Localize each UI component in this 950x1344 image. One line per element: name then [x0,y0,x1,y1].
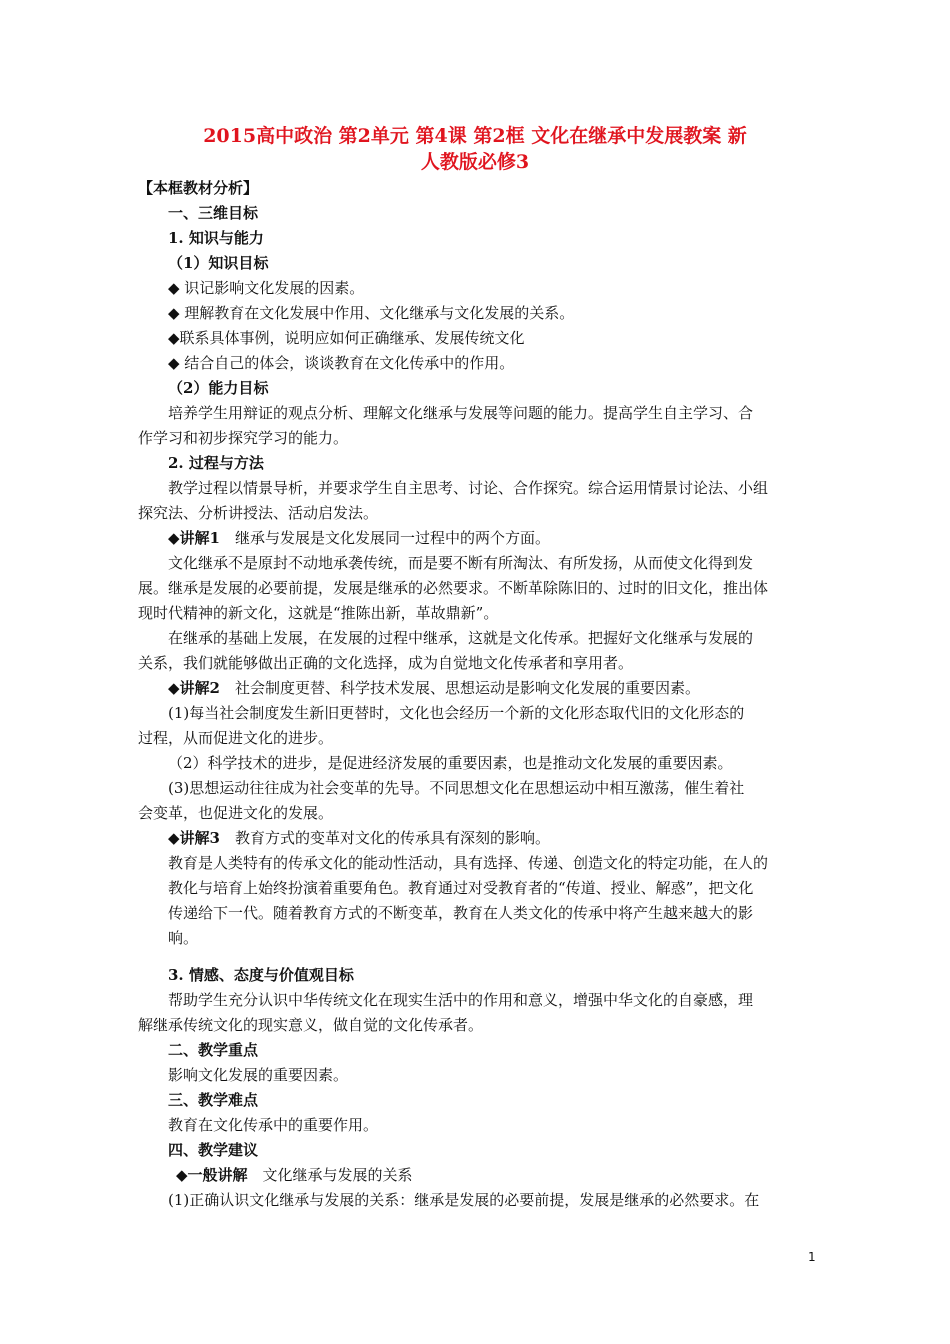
body-text-line: 文化继承不是原封不动地承袭传统，而是要不断有所淘汰、有所发扬，从而使文化得到发 [168,554,754,572]
body-text-line: ◆ 理解教育在文化发展中作用、文化继承与文化发展的关系。 [168,304,575,322]
body-text-line: 现时代精神的新文化，这就是“推陈出新，革故鼎新”。 [138,604,499,622]
body-text-line [138,526,848,551]
body-text-line: (1)每当社会制度发生新旧更替时，文化也会经历一个新的文化形态取代旧的文化形态的 [168,704,745,722]
body-text-line [138,1163,856,1188]
lecture-label: ◆讲解1 [168,529,220,547]
lecture-label: ◆讲解2 [168,679,220,697]
body-text-line: 教化与培育上始终扮演着重要角色。教育通过对受教育者的“传道、授业、解惑”，把文化 [168,879,754,897]
lecture-text: 教育方式的变革对文化的传承具有深刻的影响。 [219,829,550,847]
body-text-line: 教育在文化传承中的重要作用。 [168,1116,379,1134]
body-text-line: 传递给下一代。随着教育方式的不断变革，教育在人类文化的传承中将产生越来越大的影 [168,904,754,922]
lecture-text: 继承与发展是文化发展同一过程中的两个方面。 [219,529,550,547]
body-text-line: 展。继承是发展的必要前提，发展是继承的必然要求。不断革除陈旧的、过时的旧文化，推出体 [138,579,769,597]
body-text-line: 教学过程以情景导析，并要求学生自主思考、讨论、合作探究。综合运用情景讨论法、小组 [168,479,769,497]
body-text-line: 解继承传统文化的现实意义，做自觉的文化传承者。 [138,1016,484,1034]
page-number: 1 [808,1250,816,1264]
section-heading: 三、教学难点 [168,1091,259,1109]
section-heading: 3. 情感、态度与价值观目标 [168,966,354,984]
body-text-line: (3)思想运动往往成为社会变革的先导。不同思想文化在思想运动中相互激荡，催生着社 [168,779,745,797]
body-text-line: ◆ 结合自己的体会，谈谈教育在文化传承中的作用。 [168,354,515,372]
lecture-label: ◆讲解3 [168,829,220,847]
body-text-line: 会变革，也促进文化的发展。 [138,804,334,822]
body-text-line: 影响文化发展的重要因素。 [168,1066,349,1084]
section-heading: （2）能力目标 [168,379,269,397]
body-text-line: 过程，从而促进文化的进步。 [138,729,334,747]
body-text-line: ◆联系具体事例，说明应如何正确继承、发展传统文化 [168,329,525,347]
body-text-line: 教育是人类特有的传承文化的能动性活动，具有选择、传递、创造文化的特定功能，在人的 [168,854,769,872]
title-line: 人教版必修3 [420,151,530,173]
body-text-line: 帮助学生充分认识中华传统文化在现实生活中的作用和意义，增强中华文化的自豪感，理 [168,991,754,1009]
body-text-line [138,676,848,701]
body-text-line: (1)正确认识文化继承与发展的关系：继承是发展的必要前提，发展是继承的必然要求。在 [168,1191,760,1209]
section-heading: 四、教学建议 [168,1141,259,1159]
body-text-line: 在继承的基础上发展，在发展的过程中继承，这就是文化传承。把握好文化继承与发展的 [168,629,754,647]
body-text-line: 培养学生用辩证的观点分析、理解文化继承与发展等问题的能力。提高学生自主学习、合 [168,404,754,422]
body-text-line: 作学习和初步探究学习的能力。 [138,429,349,447]
body-text-line: 响。 [168,929,199,947]
section-heading: 1. 知识与能力 [168,229,264,247]
section-heading: 【本框教材分析】 [138,179,259,197]
body-text-line: ◆ 识记影响文化发展的因素。 [168,279,365,297]
body-text-line: （2）科学技术的进步，是促进经济发展的重要因素，也是推动文化发展的重要因素。 [168,754,733,772]
lecture-text: 文化继承与发展的关系 [247,1166,413,1184]
section-heading: 二、教学重点 [168,1041,259,1059]
title-line: 2015高中政治 第2单元 第4课 第2框 文化在继承中发展教案 新 [203,125,747,147]
body-text-line [138,826,848,851]
lecture-label: ◆一般讲解 [176,1166,248,1184]
body-text-line: 探究法、分析讲授法、活动启发法。 [138,504,379,522]
section-heading: （1）知识目标 [168,254,269,272]
body-text-line: 关系，我们就能够做出正确的文化选择，成为自觉地文化传承者和享用者。 [138,654,634,672]
section-heading: 一、三维目标 [168,204,259,222]
lecture-text: 社会制度更替、科学技术发展、思想运动是影响文化发展的重要因素。 [219,679,700,697]
section-heading: 2. 过程与方法 [168,454,264,472]
